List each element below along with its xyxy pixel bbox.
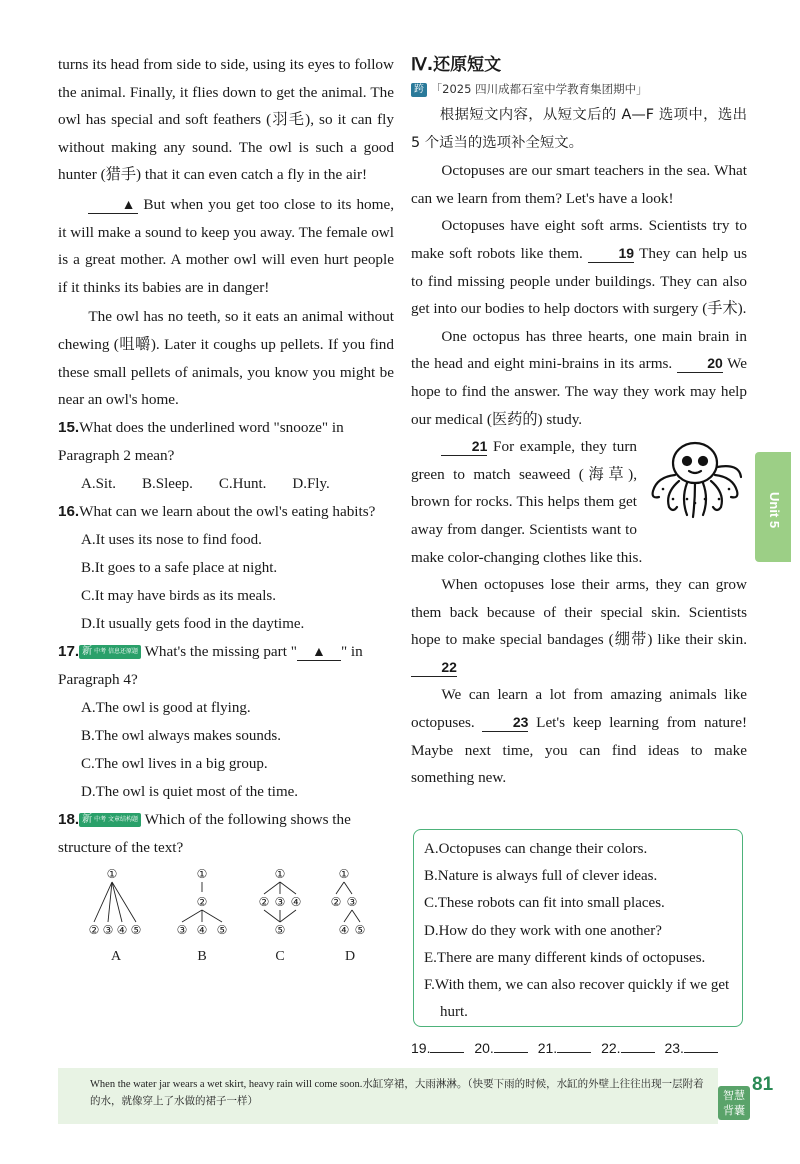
new-exam-badge: 新 中考 信息还原题	[79, 645, 141, 659]
option[interactable]: B.Sleep.	[142, 475, 193, 492]
option[interactable]: C.The owl lives in a big group.	[81, 755, 268, 772]
passage-paragraph: Octopuses are our smart teachers in the sea. What can we learn from them? Let's have a look!	[411, 162, 747, 207]
answer-field-20[interactable]	[494, 1040, 528, 1053]
answer-lines	[411, 1040, 751, 1056]
option[interactable]: B.Nature is always full of clever ideas.	[424, 868, 658, 885]
option[interactable]: A.Sit.	[81, 475, 117, 492]
blank-23[interactable]: 23	[482, 713, 528, 732]
answer-field-23[interactable]	[684, 1040, 718, 1053]
svg-text:①: ①	[274, 866, 286, 881]
option[interactable]: A.Octopuses can change their colors.	[424, 841, 648, 857]
option[interactable]: C.These robots can fit into small places.	[424, 895, 665, 912]
diagram-option-b[interactable]	[177, 867, 228, 962]
answer-label: 22.	[601, 1040, 621, 1056]
passage-paragraph: When octopuses lose their arms, they can grow them back because of their special skin. Scientists hope to make special bandages (绷带) like their skin. 22	[411, 576, 747, 675]
left-column	[58, 51, 394, 967]
source-line: 跨 「2025 四川成都石室中学教育集团期中」	[411, 80, 747, 98]
option[interactable]: D.The owl is quiet most of the time.	[81, 783, 299, 800]
option[interactable]: B.The owl always makes sounds.	[81, 727, 281, 744]
svg-text:④: ④	[196, 922, 208, 937]
option[interactable]: D.Fly.	[292, 475, 330, 492]
answer-label: 21.	[537, 1040, 558, 1056]
svg-text:⑤: ⑤	[130, 922, 142, 937]
page-number: 81	[752, 1074, 774, 1095]
option[interactable]: C.It may have birds as its meals.	[81, 587, 276, 604]
svg-text:④: ④	[290, 894, 302, 909]
option[interactable]: F.With them, we can also recover quickly if we get hurt.	[424, 977, 730, 1021]
passage-paragraph: The owl has no teeth, so it eats an animal without chewing (咀嚼). Later it coughs up pellets. If you find these small pellets of animals, you know you might be near an owl's home.	[58, 308, 394, 409]
svg-text:③: ③	[102, 922, 114, 937]
missing-part-blank: ▲	[88, 195, 138, 214]
section-title: Ⅳ.还原短文	[411, 55, 502, 75]
option[interactable]: E.There are many different kinds of octopuses.	[424, 949, 706, 966]
missing-part-blank: ▲	[297, 642, 341, 661]
question-15: 15.What does the underlined word "snooze" in Paragraph 2 mean? A.Sit. B.Sleep. C.Hunt. D.Fly.	[58, 414, 394, 498]
svg-text:①: ①	[196, 866, 208, 881]
answer-label: 20.	[474, 1040, 494, 1056]
footer-proverb: When the water jar wears a wet skirt, heavy rain will come soon.水缸穿裙，大雨淋淋。（快要下雨的时候，水缸的外壁上往往出现一层附着的水，就像穿上了水做的裙子一样）	[58, 1068, 718, 1124]
diagram-option-c[interactable]	[259, 867, 302, 962]
option[interactable]: A.The owl is good at flying.	[81, 699, 251, 716]
diagram-label: A	[110, 948, 122, 962]
option[interactable]: C.Hunt.	[218, 475, 267, 492]
diagram-option-d[interactable]	[331, 867, 366, 962]
passage-paragraph: Octopuses have eight soft arms. Scientists try to make soft robots like them. 19 They can help us to find missing people under buildings. They can also get into our bodies to help doctors with surgery (手术).	[411, 217, 747, 318]
source-badge: 跨	[411, 83, 427, 97]
svg-text:④: ④	[116, 922, 128, 937]
passage-paragraph: 21 For example, they turn green to match seaweed (海草), brown for rocks. This helps them get away from danger. Scientists want to make color-changing clothes like this.	[411, 433, 747, 571]
blank-19[interactable]: 19	[588, 244, 634, 263]
svg-text:②: ②	[330, 894, 342, 909]
svg-text:⑤: ⑤	[354, 922, 366, 937]
svg-text:②: ②	[88, 922, 100, 937]
answer-label: 23.	[664, 1040, 684, 1056]
svg-text:③: ③	[274, 894, 286, 909]
svg-text:②: ②	[196, 894, 208, 909]
option[interactable]: B.It goes to a safe place at night.	[81, 559, 278, 576]
diagram-label: B	[197, 948, 207, 962]
question-17: 17. 新 中考 信息还原题 What's the missing part " ▲ " in Paragraph 4? A.The owl is good at flying. B.The owl always makes sounds. C.The owl lives in a big group. D.The owl is quiet most of the time.	[58, 638, 394, 806]
option[interactable]: D.It usually gets food in the daytime.	[81, 615, 305, 632]
svg-text:④: ④	[338, 922, 350, 937]
passage-paragraph: One octopus has three hearts, one main brain in the head and eight mini-brains in its arms. 20 We hope to find the answer. The way they work may help our medical (医药的) study.	[411, 327, 747, 428]
diagram-label: C	[275, 948, 285, 962]
diagram-option-a[interactable]	[89, 867, 142, 962]
passage-paragraph: turns its head from side to side, using its eyes to follow the animal. Finally, it flies down to get the animal. The owl has special and soft feathers (羽毛), so it can fly without making any sound. The owl is such a good hunter (猎手) that it can even catch a fly in the air!	[58, 56, 394, 184]
smart-badge: 智慧背囊	[718, 1086, 750, 1120]
blank-22[interactable]: 22	[411, 658, 457, 677]
question-16: 16.What can we learn about the owl's eating habits? A.It uses its nose to find food. B.It goes to a safe place at night. C.It may have birds as its meals. D.It usually gets food in the daytime.	[58, 498, 394, 638]
new-exam-badge: 新 中考 文章结构题	[79, 813, 141, 827]
answer-field-21[interactable]	[557, 1040, 591, 1053]
node: ①	[106, 866, 118, 881]
question-18: 18. 新 中考 文章结构题 Which of the following shows the structure of the text?	[58, 810, 351, 856]
answer-field-22[interactable]	[621, 1040, 655, 1053]
passage-paragraph: We can learn a lot from amazing animals like octopuses. 23 Let's keep learning from nature! Maybe next time, you can find ideas to make something new.	[411, 686, 747, 787]
svg-text:⑤: ⑤	[274, 922, 286, 937]
diagram-label: D	[344, 948, 356, 962]
answer-field-19[interactable]	[430, 1040, 464, 1053]
options-box	[413, 829, 743, 1027]
passage-paragraph: ▲ But when you get too close to its home, it will make a sound to keep you away. The female owl is a great mother. A mother owl will even hurt people if it thinks its babies are in danger!	[58, 195, 394, 296]
answer-label: 19.	[411, 1040, 431, 1056]
svg-text:①: ①	[338, 866, 350, 881]
instructions: 根据短文内容，从短文后的 A—F 选项中，选出 5 个适当的选项补全短文。	[411, 107, 747, 151]
svg-text:③: ③	[176, 922, 188, 937]
svg-text:②: ②	[258, 894, 270, 909]
blank-20[interactable]: 20	[677, 354, 723, 373]
option[interactable]: A.It uses its nose to find food.	[81, 531, 262, 548]
option[interactable]: D.How do they work with one another?	[424, 922, 662, 939]
structure-diagrams	[58, 862, 388, 962]
blank-21[interactable]: 21	[441, 437, 487, 456]
unit-tab: Unit 5	[755, 452, 791, 562]
svg-text:⑤: ⑤	[216, 922, 228, 937]
svg-text:③: ③	[346, 894, 358, 909]
octopus-illustration	[643, 437, 747, 521]
right-column	[411, 52, 747, 792]
